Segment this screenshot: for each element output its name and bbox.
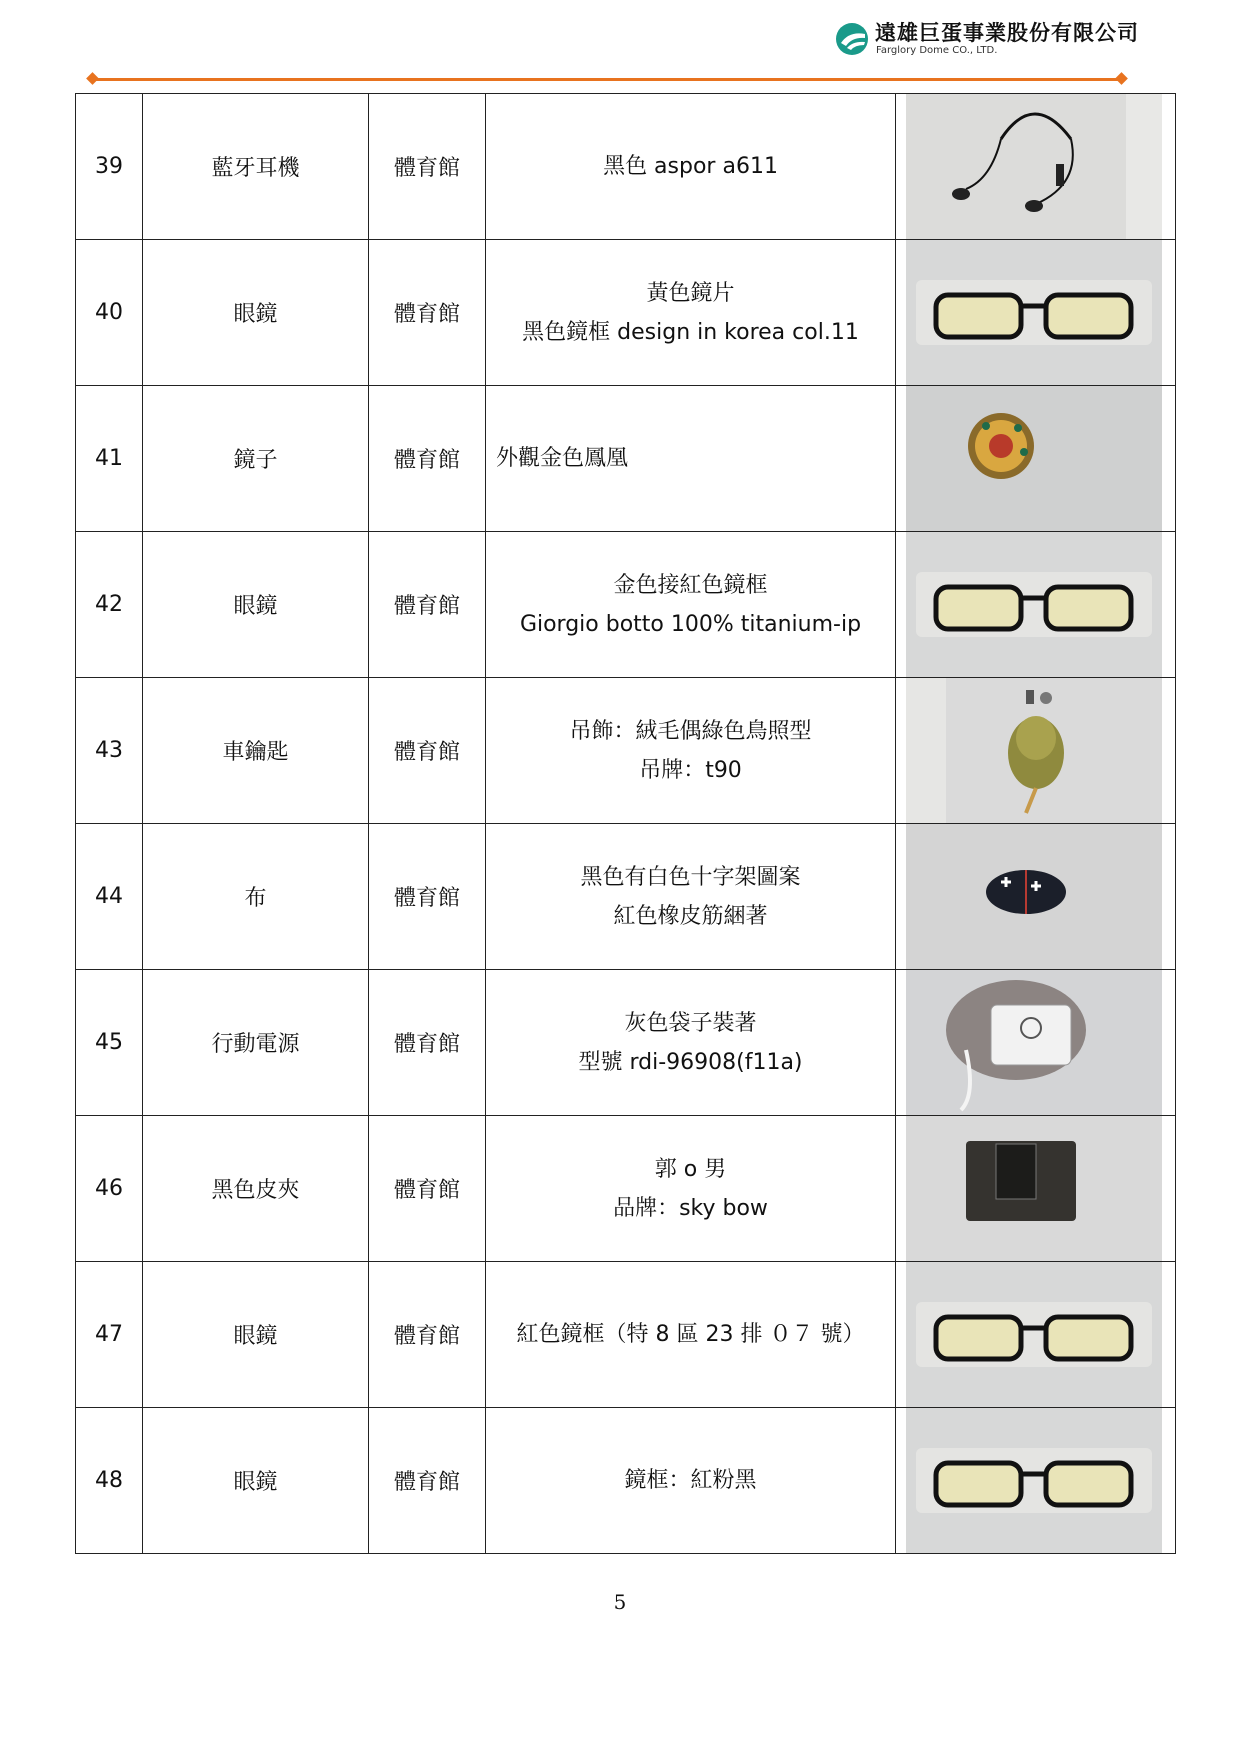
item-name: 黑色皮夾 xyxy=(143,1116,369,1262)
powerbank-photo xyxy=(906,970,1162,1115)
description-line: 紅色鏡框（特 8 區 23 排 ０７ 號） xyxy=(516,1322,865,1347)
wallet-photo xyxy=(906,1116,1162,1261)
item-photo-cell xyxy=(896,824,1176,970)
description-line: 黑色鏡框 design in korea col.11 xyxy=(522,319,859,345)
item-name: 藍牙耳機 xyxy=(143,94,369,240)
item-description xyxy=(486,1116,896,1262)
item-number: 47 xyxy=(76,1262,143,1408)
description-line: 黑色 aspor a611 xyxy=(603,154,778,179)
item-number: 46 xyxy=(76,1116,143,1262)
description-line: 黑色有白色十字架圖案 xyxy=(580,864,801,890)
table-row xyxy=(76,970,1176,1116)
item-description xyxy=(486,1408,896,1554)
table-row xyxy=(76,386,1176,532)
item-photo-cell xyxy=(896,240,1176,386)
item-number: 41 xyxy=(76,386,143,532)
table-row xyxy=(76,240,1176,386)
table-row xyxy=(76,1408,1176,1554)
description-line: Giorgio botto 100% titanium-ip xyxy=(519,611,862,637)
item-number: 45 xyxy=(76,970,143,1116)
lost-items-table xyxy=(75,93,1176,1554)
item-description xyxy=(486,678,896,824)
page-header xyxy=(0,0,1240,90)
item-description xyxy=(486,970,896,1116)
item-number: 40 xyxy=(76,240,143,386)
glasses-photo xyxy=(906,240,1162,385)
mirror-photo xyxy=(906,386,1162,531)
item-location: 體育館 xyxy=(369,240,486,386)
item-location: 體育館 xyxy=(369,678,486,824)
glasses-photo xyxy=(906,1408,1162,1553)
item-name: 鏡子 xyxy=(143,386,369,532)
earphones-photo xyxy=(906,94,1162,239)
item-location: 體育館 xyxy=(369,970,486,1116)
item-location: 體育館 xyxy=(369,1116,486,1262)
item-photo-cell xyxy=(896,1116,1176,1262)
item-name: 車鑰匙 xyxy=(143,678,369,824)
item-name: 行動電源 xyxy=(143,970,369,1116)
glasses-photo xyxy=(906,532,1162,677)
item-photo-cell xyxy=(896,94,1176,240)
description-line: 吊飾：絨毛偶綠色鳥照型 xyxy=(569,718,812,744)
item-description xyxy=(486,824,896,970)
description-line: 黃色鏡片 xyxy=(646,280,735,306)
item-photo-cell xyxy=(896,970,1176,1116)
company-name-cn: 遠雄巨蛋事業股份有限公司 xyxy=(875,21,1139,45)
description-line: 型號 rdi-96908(f11a) xyxy=(578,1049,803,1075)
glasses-photo xyxy=(906,1262,1162,1407)
item-location: 體育館 xyxy=(369,532,486,678)
item-photo-cell xyxy=(896,532,1176,678)
table-row xyxy=(76,1116,1176,1262)
item-location: 體育館 xyxy=(369,386,486,532)
header-rule xyxy=(92,78,1122,81)
table-row xyxy=(76,1262,1176,1408)
rule-right-marker xyxy=(1115,72,1128,85)
item-number: 39 xyxy=(76,94,143,240)
item-description xyxy=(486,94,896,240)
description-line: 鏡框：紅粉黑 xyxy=(624,1468,757,1493)
item-photo-cell xyxy=(896,1408,1176,1554)
item-description xyxy=(486,1262,896,1408)
item-photo-cell xyxy=(896,386,1176,532)
table-row xyxy=(76,824,1176,970)
item-number: 42 xyxy=(76,532,143,678)
item-description xyxy=(486,240,896,386)
company-logo xyxy=(835,20,1139,56)
item-name: 眼鏡 xyxy=(143,532,369,678)
item-location: 體育館 xyxy=(369,94,486,240)
item-name: 眼鏡 xyxy=(143,1408,369,1554)
description-line: 郭 o 男 xyxy=(654,1156,727,1182)
item-number: 48 xyxy=(76,1408,143,1554)
item-description xyxy=(486,386,896,532)
description-line: 吊牌：t90 xyxy=(639,757,742,783)
company-logo-icon xyxy=(835,22,869,56)
item-photo-cell xyxy=(896,1262,1176,1408)
description-line: 紅色橡皮筋綑著 xyxy=(613,903,768,929)
description-line: 外觀金色鳳凰 xyxy=(496,446,629,471)
description-line: 灰色袋子裝著 xyxy=(624,1010,757,1036)
item-number: 44 xyxy=(76,824,143,970)
item-name: 眼鏡 xyxy=(143,240,369,386)
item-number: 43 xyxy=(76,678,143,824)
table-row xyxy=(76,678,1176,824)
item-name: 眼鏡 xyxy=(143,1262,369,1408)
table-row xyxy=(76,94,1176,240)
keys-photo xyxy=(906,678,1162,823)
item-photo-cell xyxy=(896,678,1176,824)
item-name: 布 xyxy=(143,824,369,970)
cloth-photo xyxy=(906,824,1162,969)
company-name-en: Farglory Dome CO., LTD. xyxy=(876,45,998,56)
item-location: 體育館 xyxy=(369,824,486,970)
page-number: 5 xyxy=(613,1590,627,1614)
table-row xyxy=(76,532,1176,678)
description-line: 品牌：sky bow xyxy=(613,1195,768,1221)
item-location: 體育館 xyxy=(369,1262,486,1408)
item-location: 體育館 xyxy=(369,1408,486,1554)
description-line: 金色接紅色鏡框 xyxy=(613,572,768,598)
item-description xyxy=(486,532,896,678)
